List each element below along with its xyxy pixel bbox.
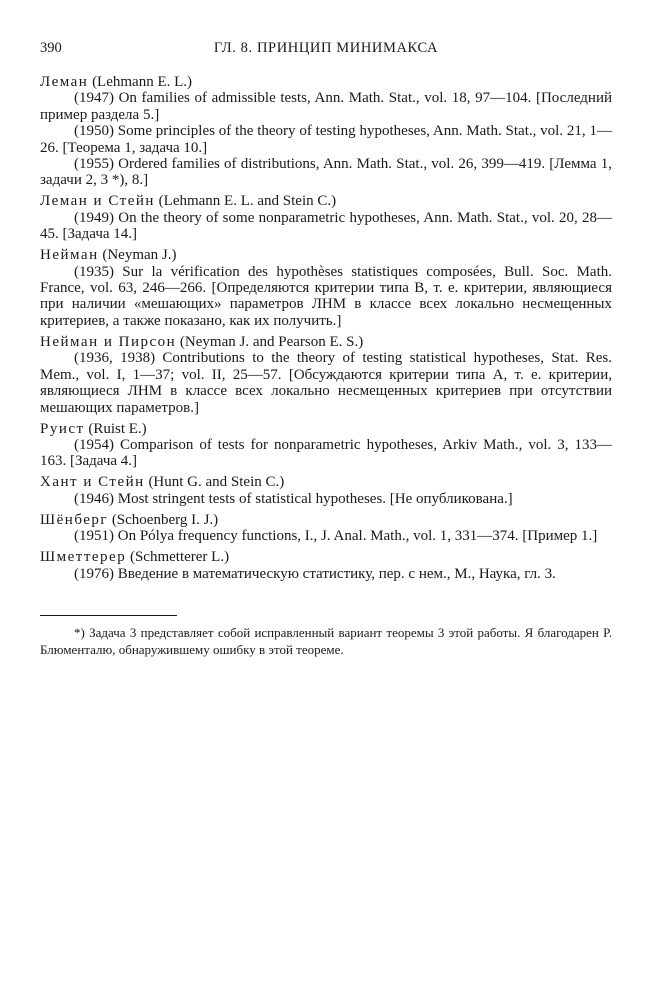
reference-author	[40, 193, 612, 209]
reference-entry	[40, 247, 612, 329]
author-russian: Руист	[40, 420, 85, 437]
reference-work: (1954) Comparison of tests for nonparametric hypotheses, Arkiv Math., vol. 3, 133—163. [Задача 4.]	[40, 436, 612, 470]
author-latin: (Ruist E.)	[88, 420, 147, 437]
reference-author	[40, 247, 612, 263]
reference-work: (1955) Ordered families of distributions, Ann. Math. Stat., vol. 26, 399—419. [Лемма 1, задачи 2, 3 *), 8.]	[40, 156, 612, 189]
reference-work: (1949) On the theory of some nonparametric hypotheses, Ann. Math. Stat., vol. 20, 28—45. [Задача 14.]	[40, 209, 612, 243]
author-russian: Шёнберг	[40, 511, 109, 528]
author-latin: (Hunt G. and Stein C.)	[148, 474, 285, 491]
author-russian: Леман и Стейн	[40, 193, 155, 210]
author-russian: Шметтерер	[40, 549, 127, 566]
reference-author	[40, 421, 612, 437]
reference-work: (1947) On families of admissible tests, Ann. Math. Stat., vol. 18, 97—104. [Последний пример раздела 5.]	[40, 90, 612, 123]
reference-work: (1951) On Pólya frequency functions, I., J. Anal. Math., vol. 1, 331—374. [Пример 1.]	[74, 528, 598, 545]
reference-author	[40, 334, 612, 350]
footnote-separator	[40, 615, 177, 616]
reference-entry	[40, 334, 612, 416]
reference-author	[40, 474, 612, 490]
reference-work: (1976) Введение в математическую статистику, пер. с нем., М., Наука, гл. 3.	[74, 565, 556, 582]
reference-work: (1935) Sur la vérification des hypothèses statistiques composées, Bull. Soc. Math. France, vol. 63, 246—266. [Определяются критерии типа B, т. е. критерии, являющиеся при наличии «мешающих» параметров ЛНМ в классе всех локально несмещенных критериев, а также показано, как их получить.]	[40, 263, 612, 329]
page-header	[40, 38, 612, 58]
reference-author	[40, 549, 612, 565]
author-latin: (Lehmann E. L.)	[92, 74, 193, 90]
page-number: 390	[40, 40, 62, 56]
author-latin: (Schmetterer L.)	[129, 549, 230, 566]
reference-list	[40, 74, 612, 587]
footnote: *) Задача 3 представляет собой исправленный вариант теоремы 3 этой работы. Я благодарен Р. Блюменталю, обнаружившему ошибку в этой теореме.	[40, 625, 612, 657]
running-title: ГЛ. 8. ПРИНЦИП МИНИМАКСА	[213, 40, 439, 56]
author-russian: Нейман и Пирсон	[40, 333, 177, 350]
author-russian: Леман	[40, 74, 89, 90]
reference-work: (1936, 1938) Contributions to the theory of testing statistical hypotheses, Stat. Res. Mem., vol. I, 1—37; vol. II, 25—57. [Обсуждаются критерии типа A, т. е. критерии, являющиеся ЛНМ в классе всех локально несмещенных критериев при отсутствии мешающих параметров.]	[40, 350, 612, 416]
reference-entry	[40, 512, 612, 545]
author-russian: Нейман	[40, 247, 99, 264]
author-russian: Хант и Стейн	[40, 474, 145, 491]
reference-author	[40, 512, 612, 528]
reference-entry	[40, 421, 612, 470]
reference-work: (1950) Some principles of the theory of testing hypotheses, Ann. Math. Stat., vol. 21, 1—26. [Теорема 1, задача 10.]	[40, 123, 612, 156]
reference-entry	[40, 74, 612, 189]
author-latin: (Neyman J.)	[102, 247, 177, 264]
reference-entry	[40, 193, 612, 242]
reference-author	[40, 74, 612, 90]
author-latin: (Lehmann E. L. and Stein C.)	[158, 193, 337, 210]
author-latin: (Neyman J. and Pearson E. S.)	[179, 333, 364, 350]
reference-entry	[40, 474, 612, 507]
reference-work: (1946) Most stringent tests of statistical hypotheses. [Не опубликована.]	[74, 490, 513, 507]
reference-entry	[40, 549, 612, 582]
author-latin: (Schoenberg I. J.)	[111, 511, 219, 528]
